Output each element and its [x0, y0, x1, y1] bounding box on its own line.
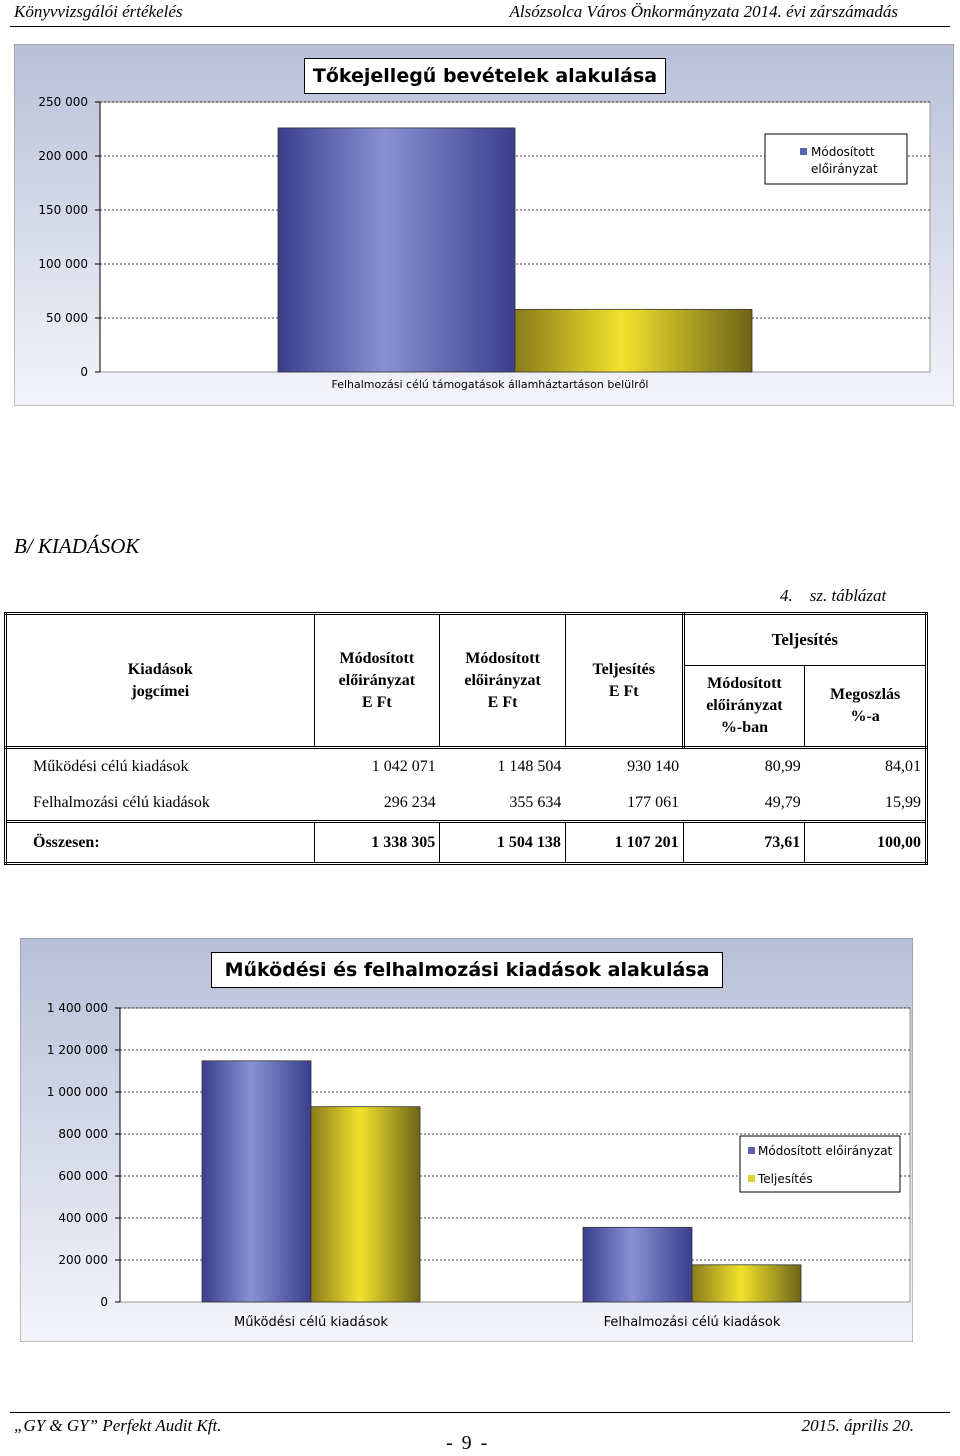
chart2-bar-1-series-2 [311, 1107, 420, 1302]
col-header-percent: Módosított előirányzat %-ban [683, 666, 805, 748]
col-header-modified-2: Módosított előirányzat E Ft [440, 614, 566, 748]
row-label: Felhalmozási célú kiadások [6, 786, 315, 822]
chart1-legend-swatch [800, 148, 807, 155]
page-number: - 9 - [446, 1432, 490, 1454]
cell-percent: 49,79 [764, 793, 801, 811]
chart1-legend-label-2: előirányzat [811, 162, 878, 176]
cell-performance: 930 140 [627, 758, 680, 776]
col-header-share: Megoszlás %-a [805, 666, 927, 748]
chart2-y-tick-label: 1 400 000 [46, 1001, 108, 1015]
chart2-y-tick-label: 800 000 [58, 1127, 108, 1141]
cell-performance: 177 061 [627, 793, 680, 811]
cell-percent: 80,99 [764, 758, 801, 776]
total-modified-2: 1 504 138 [440, 822, 566, 864]
chart1-legend-label-1: Módosított [811, 145, 875, 159]
chart1-title: Tőkejellegű bevételek alakulása [304, 58, 666, 94]
chart2-title: Működési és felhalmozási kiadások alakulása [211, 952, 723, 988]
chart2-legend-label-1: Módosított előirányzat [758, 1144, 893, 1158]
total-performance: 1 107 201 [565, 822, 683, 864]
chart1-y-tick-label: 0 [80, 365, 88, 379]
chart2-category-label: Felhalmozási célú kiadások [603, 1315, 781, 1330]
cell-modified-1: 296 234 [383, 793, 436, 811]
footer-left: „GY & GY” Perfekt Audit Kft. [14, 1416, 222, 1435]
row-label: Működési célú kiadások [6, 748, 315, 786]
cell-modified-2: 1 148 504 [497, 758, 562, 776]
footer-right: 2015. április 20. [801, 1416, 914, 1435]
chart2-bar-2-series-1 [583, 1227, 692, 1302]
chart2-legend [740, 1136, 900, 1192]
chart2-legend-swatch-2 [748, 1175, 755, 1182]
cell-modified-1: 1 042 071 [371, 758, 436, 776]
chart1-y-tick-label: 50 000 [46, 311, 88, 325]
table-total-row [6, 822, 927, 864]
chart2-y-tick-label: 1 200 000 [46, 1043, 108, 1057]
col-header-category: Kiadások jogcímei [6, 614, 315, 748]
header-right: Alsózsolca Város Önkormányzata 2014. évi zárszámadás [509, 2, 898, 21]
chart1-y-tick-label: 200 000 [38, 149, 88, 163]
header-left: Könyvvizsgálói értékelés [14, 2, 183, 21]
section-title: B/ KIADÁSOK [14, 534, 140, 558]
total-modified-1: 1 338 305 [314, 822, 440, 864]
header-rule [10, 26, 950, 27]
chart-expenditure [20, 938, 913, 1342]
chart1-bar-series-1 [278, 128, 515, 372]
cell-modified-2: 355 634 [509, 793, 562, 811]
chart2-bar-1-series-1 [202, 1061, 311, 1302]
chart2-category-label: Működési célú kiadások [234, 1315, 388, 1330]
chart1-legend [765, 134, 907, 184]
chart-capital-revenue [14, 44, 954, 406]
chart2-y-tick-label: 200 000 [58, 1253, 108, 1267]
total-label: Összesen: [6, 822, 315, 864]
chart2-bar-2-series-2 [692, 1265, 801, 1302]
cell-share: 15,99 [805, 786, 927, 822]
table-number: 4. sz. táblázat [780, 586, 887, 605]
total-percent: 73,61 [683, 822, 805, 864]
chart2-legend-swatch-1 [748, 1147, 755, 1154]
cell-share: 84,01 [805, 748, 927, 786]
chart2-y-tick-label: 0 [100, 1295, 108, 1309]
chart-expenditure-svg [20, 938, 913, 1342]
chart1-y-tick-label: 150 000 [38, 203, 88, 217]
total-share: 100,00 [805, 822, 927, 864]
chart1-y-tick-label: 100 000 [38, 257, 88, 271]
col-header-modified-1: Módosított előirányzat E Ft [314, 614, 440, 748]
chart2-y-tick-label: 400 000 [58, 1211, 108, 1225]
footer-rule [10, 1412, 950, 1413]
chart1-category-label: Felhalmozási célú támogatások államháztartáson belülről [331, 378, 649, 391]
col-header-performance: Teljesítés E Ft [565, 614, 683, 748]
chart2-y-tick-label: 1 000 000 [46, 1085, 108, 1099]
chart1-y-tick-label: 250 000 [38, 95, 88, 109]
chart1-bar-series-2 [515, 309, 752, 372]
chart2-y-tick-label: 600 000 [58, 1169, 108, 1183]
expenditure-table [4, 612, 928, 865]
chart-capital-revenue-svg [14, 44, 954, 406]
chart2-legend-label-2: Teljesítés [758, 1172, 813, 1186]
table-row [6, 786, 927, 822]
table-row [6, 748, 927, 786]
col-header-group: Teljesítés [683, 614, 926, 666]
